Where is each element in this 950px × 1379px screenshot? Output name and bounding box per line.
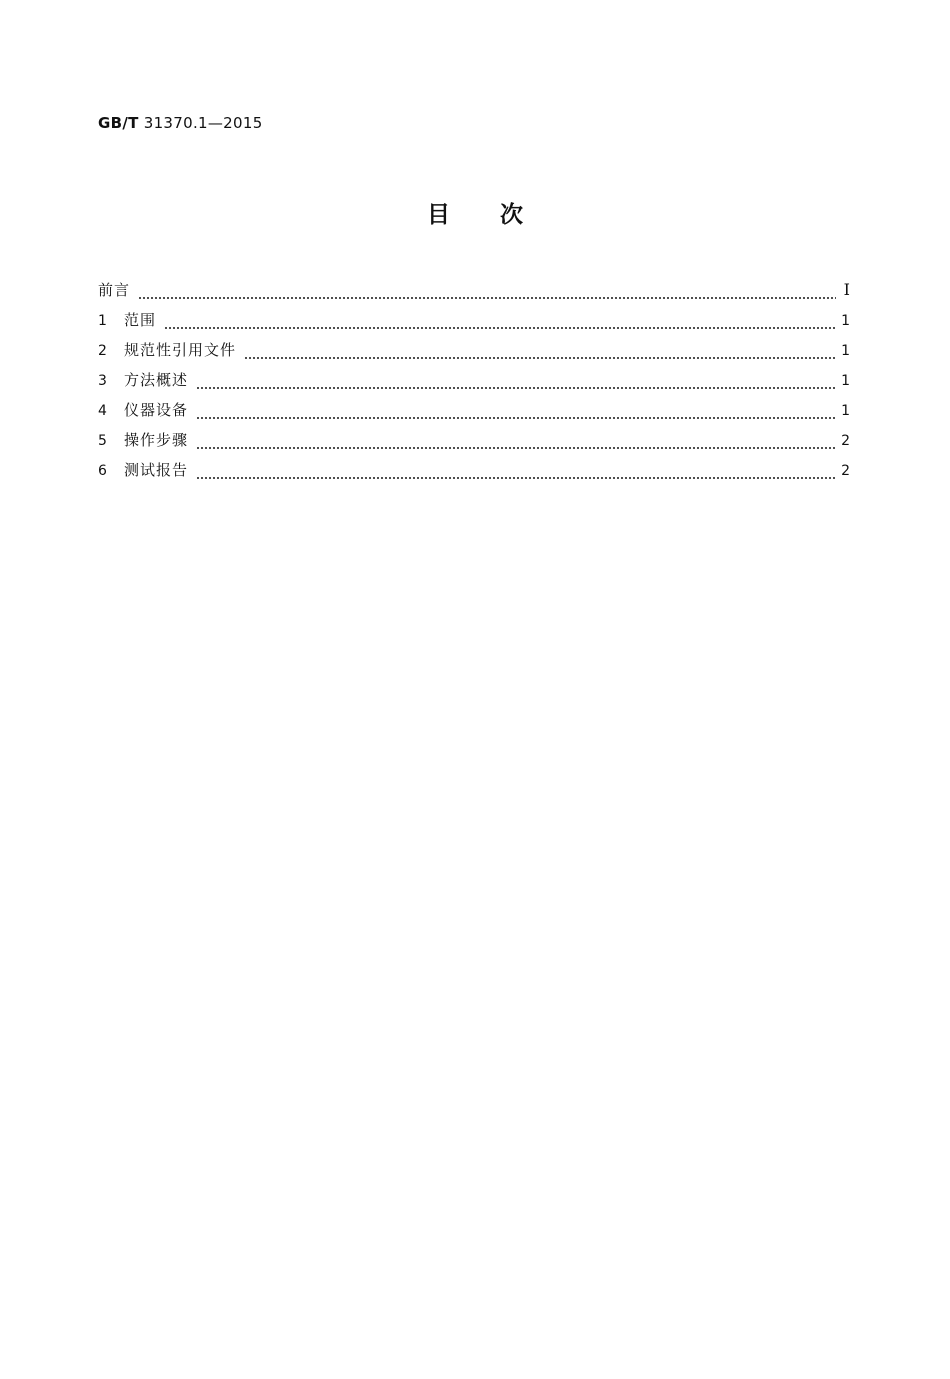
toc-entry-2[interactable]	[98, 338, 850, 368]
toc-entry-page: Ⅰ	[843, 280, 850, 299]
standard-number: 31370.1—2015	[143, 114, 263, 132]
dot-leader	[196, 447, 835, 449]
toc-entry-label: 范围	[124, 311, 157, 329]
toc-entry-preface[interactable]	[98, 278, 850, 308]
standard-code	[98, 114, 263, 132]
toc-entry-page: 2	[841, 463, 850, 479]
dot-leader	[244, 357, 835, 359]
toc-entry-label: 测试报告	[124, 461, 189, 479]
toc-entry-number: 1	[98, 313, 107, 329]
dot-leader	[196, 477, 835, 479]
toc-entry-page: 1	[841, 373, 850, 389]
toc-entry-4[interactable]	[98, 398, 850, 428]
toc-entry-page: 1	[841, 403, 850, 419]
toc-entry-label: 规范性引用文件	[124, 341, 237, 359]
toc-entry-label: 前言	[98, 281, 131, 299]
toc-title: 目次	[427, 202, 573, 228]
toc-entry-number: 4	[98, 403, 107, 419]
table-of-contents	[98, 278, 850, 488]
toc-entry-page: 1	[841, 343, 850, 359]
dot-leader	[196, 387, 835, 389]
toc-entry-page: 2	[841, 433, 850, 449]
dot-leader	[196, 417, 835, 419]
toc-entry-3[interactable]	[98, 368, 850, 398]
toc-entry-label: 仪器设备	[124, 401, 189, 419]
toc-entry-number: 5	[98, 433, 107, 449]
toc-entry-number: 3	[98, 373, 107, 389]
standard-prefix: GB/T	[98, 114, 139, 132]
toc-entry-number: 6	[98, 463, 107, 479]
dot-leader	[164, 327, 835, 329]
toc-entry-1[interactable]	[98, 308, 850, 338]
toc-entry-5[interactable]	[98, 428, 850, 458]
toc-entry-6[interactable]	[98, 458, 850, 488]
toc-entry-label: 方法概述	[124, 371, 189, 389]
dot-leader	[138, 297, 836, 299]
toc-entry-page: 1	[841, 313, 850, 329]
toc-entry-label: 操作步骤	[124, 431, 189, 449]
toc-entry-number: 2	[98, 343, 107, 359]
